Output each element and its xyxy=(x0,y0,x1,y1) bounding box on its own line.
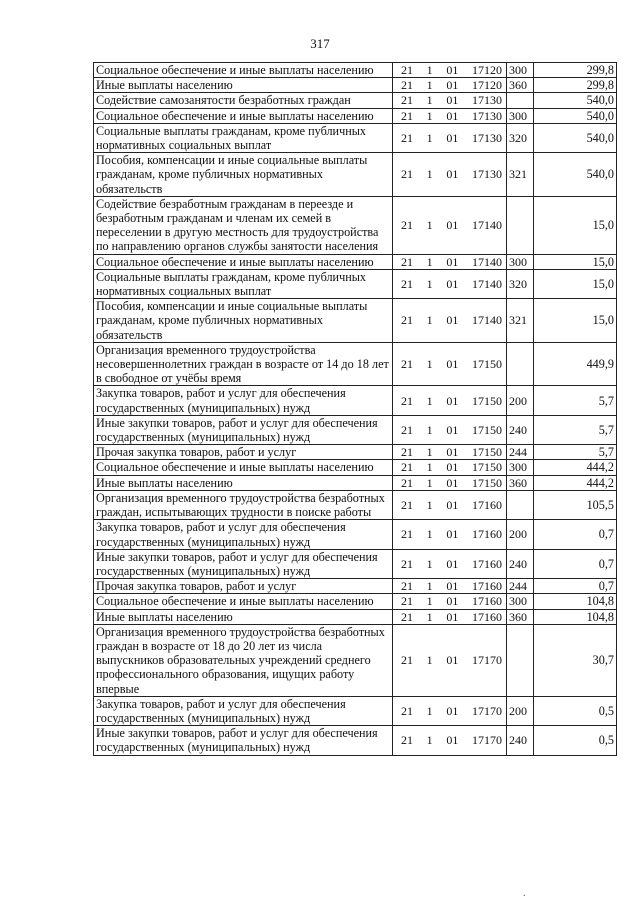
expense-name-cell: Социальное обеспечение и иные выплаты населению xyxy=(94,108,393,123)
code-part-sec: 21 xyxy=(401,445,413,460)
target-article-cell xyxy=(393,624,507,696)
code-part-sec: 21 xyxy=(401,594,413,609)
target-article-cell xyxy=(393,386,507,415)
target-article-cell xyxy=(393,254,507,269)
code-part-sub: 1 xyxy=(426,594,433,609)
code-part-item: 17140 xyxy=(471,254,502,269)
amount-cell: 449,9 xyxy=(534,342,617,386)
target-article-cell xyxy=(393,196,507,254)
amount-cell: 0,5 xyxy=(534,726,617,755)
target-article-code xyxy=(395,423,504,437)
expense-name-cell: Социальное обеспечение и иные выплаты населению xyxy=(94,594,393,609)
code-part-sec: 21 xyxy=(401,556,413,571)
expense-name-cell: Иные закупки товаров, работ и услуг для обеспечения государственных (муниципальных) нужд xyxy=(94,549,393,578)
target-article-cell xyxy=(393,269,507,298)
code-part-sub: 1 xyxy=(426,527,433,542)
code-part-sub: 1 xyxy=(426,653,433,668)
code-part-sec: 21 xyxy=(401,609,413,624)
code-part-sub: 1 xyxy=(426,579,433,594)
code-part-item: 17160 xyxy=(471,609,502,624)
target-article-cell xyxy=(393,299,507,343)
target-article-cell xyxy=(393,123,507,152)
amount-cell: 0,7 xyxy=(534,579,617,594)
expense-name-cell: Организация временного трудоустройства безработных граждан, испытывающих трудности в поиске работы xyxy=(94,490,393,519)
code-part-sub: 1 xyxy=(426,733,433,748)
code-part-sub: 1 xyxy=(426,78,433,93)
table-row xyxy=(94,342,617,386)
expense-name-cell: Пособия, компенсации и иные социальные выплаты гражданам, кроме публичных нормативных обязательств xyxy=(94,299,393,343)
code-part-prog: 01 xyxy=(446,527,459,542)
expense-type-cell: 200 xyxy=(507,386,534,415)
amount-cell: 5,7 xyxy=(534,415,617,444)
target-article-cell xyxy=(393,153,507,197)
expense-name-cell: Закупка товаров, работ и услуг для обеспечения государственных (муниципальных) нужд xyxy=(94,520,393,549)
code-part-item: 17140 xyxy=(471,218,502,233)
expense-name-cell: Закупка товаров, работ и услуг для обеспечения государственных (муниципальных) нужд xyxy=(94,696,393,725)
table-row xyxy=(94,78,617,93)
amount-cell: 0,7 xyxy=(534,520,617,549)
target-article-code xyxy=(395,610,504,624)
expense-name-cell: Социальные выплаты гражданам, кроме публичных нормативных социальных выплат xyxy=(94,269,393,298)
code-part-prog: 01 xyxy=(446,475,459,490)
code-part-prog: 01 xyxy=(446,733,459,748)
code-part-sec: 21 xyxy=(401,653,413,668)
code-part-sub: 1 xyxy=(426,130,433,145)
target-article-code xyxy=(395,109,504,123)
target-article-cell xyxy=(393,93,507,108)
amount-cell: 0,5 xyxy=(534,696,617,725)
expense-type-cell: 300 xyxy=(507,63,534,78)
code-part-sec: 21 xyxy=(401,357,413,372)
code-part-prog: 01 xyxy=(446,108,459,123)
code-part-sec: 21 xyxy=(401,393,413,408)
code-part-prog: 01 xyxy=(446,653,459,668)
code-part-prog: 01 xyxy=(446,357,459,372)
target-article-cell xyxy=(393,726,507,755)
target-article-code xyxy=(395,63,504,77)
code-part-sec: 21 xyxy=(401,460,413,475)
table-row xyxy=(94,594,617,609)
expense-type-cell: 240 xyxy=(507,726,534,755)
code-part-item: 17170 xyxy=(471,703,502,718)
expense-type-cell: 200 xyxy=(507,520,534,549)
code-part-item: 17150 xyxy=(471,357,502,372)
expense-type-cell: 320 xyxy=(507,123,534,152)
amount-cell: 15,0 xyxy=(534,254,617,269)
code-part-sub: 1 xyxy=(426,460,433,475)
target-article-cell xyxy=(393,460,507,475)
expense-name-cell: Социальное обеспечение и иные выплаты населению xyxy=(94,254,393,269)
amount-cell: 30,7 xyxy=(534,624,617,696)
table-row xyxy=(94,254,617,269)
target-article-code xyxy=(395,78,504,92)
code-part-sub: 1 xyxy=(426,556,433,571)
amount-cell: 0,7 xyxy=(534,549,617,578)
table-row xyxy=(94,153,617,197)
code-part-sub: 1 xyxy=(426,218,433,233)
expense-type-cell: 240 xyxy=(507,415,534,444)
code-part-prog: 01 xyxy=(446,218,459,233)
code-part-sec: 21 xyxy=(401,313,413,328)
code-part-sec: 21 xyxy=(401,130,413,145)
code-part-sec: 21 xyxy=(401,276,413,291)
expense-type-cell: 321 xyxy=(507,153,534,197)
code-part-item: 17160 xyxy=(471,556,502,571)
code-part-sec: 21 xyxy=(401,497,413,512)
code-part-sub: 1 xyxy=(426,63,433,77)
amount-cell: 5,7 xyxy=(534,386,617,415)
code-part-prog: 01 xyxy=(446,445,459,460)
code-part-sec: 21 xyxy=(401,167,413,182)
table-row xyxy=(94,609,617,624)
amount-cell: 15,0 xyxy=(534,196,617,254)
code-part-sub: 1 xyxy=(426,254,433,269)
expense-type-cell xyxy=(507,624,534,696)
code-part-sec: 21 xyxy=(401,63,413,77)
amount-cell: 540,0 xyxy=(534,153,617,197)
code-part-sec: 21 xyxy=(401,733,413,748)
expense-type-cell: 360 xyxy=(507,78,534,93)
table-row xyxy=(94,108,617,123)
target-article-cell xyxy=(393,696,507,725)
target-article-code xyxy=(395,131,504,145)
target-article-code xyxy=(395,313,504,327)
table-row xyxy=(94,726,617,755)
amount-cell: 299,8 xyxy=(534,78,617,93)
code-part-item: 17150 xyxy=(471,422,502,437)
target-article-code xyxy=(395,527,504,541)
code-part-prog: 01 xyxy=(446,313,459,328)
code-part-item: 17150 xyxy=(471,475,502,490)
code-part-item: 17170 xyxy=(471,653,502,668)
expense-type-cell: 300 xyxy=(507,594,534,609)
target-article-code xyxy=(395,594,504,608)
target-article-cell xyxy=(393,445,507,460)
code-part-sub: 1 xyxy=(426,108,433,123)
target-article-cell xyxy=(393,78,507,93)
target-article-code xyxy=(395,704,504,718)
code-part-sub: 1 xyxy=(426,93,433,108)
target-article-code xyxy=(395,733,504,747)
code-part-sub: 1 xyxy=(426,357,433,372)
code-part-item: 17120 xyxy=(471,63,502,77)
target-article-code xyxy=(395,93,504,107)
code-part-prog: 01 xyxy=(446,556,459,571)
expense-name-cell: Иные выплаты населению xyxy=(94,78,393,93)
expense-type-cell: 320 xyxy=(507,269,534,298)
amount-cell: 104,8 xyxy=(534,594,617,609)
code-part-item: 17130 xyxy=(471,167,502,182)
code-part-sub: 1 xyxy=(426,313,433,328)
target-article-cell xyxy=(393,63,507,78)
code-part-sec: 21 xyxy=(401,422,413,437)
expense-name-cell: Прочая закупка товаров, работ и услуг xyxy=(94,579,393,594)
target-article-code xyxy=(395,460,504,474)
expense-name-cell: Социальные выплаты гражданам, кроме публичных нормативных социальных выплат xyxy=(94,123,393,152)
target-article-code xyxy=(395,167,504,181)
code-part-item: 17160 xyxy=(471,594,502,609)
table-row xyxy=(94,460,617,475)
code-part-sub: 1 xyxy=(426,497,433,512)
code-part-item: 17160 xyxy=(471,527,502,542)
table-row xyxy=(94,475,617,490)
expense-type-cell xyxy=(507,342,534,386)
expense-type-cell: 300 xyxy=(507,108,534,123)
code-part-sub: 1 xyxy=(426,276,433,291)
expense-name-cell: Организация временного трудоустройства безработных граждан в возрасте от 18 до 20 лет из числа выпускников образовательных учреждений среднего профессионального образования, ищущих работу впервые xyxy=(94,624,393,696)
code-part-sec: 21 xyxy=(401,579,413,594)
code-part-item: 17170 xyxy=(471,733,502,748)
code-part-sec: 21 xyxy=(401,93,413,108)
expense-type-cell: 360 xyxy=(507,475,534,490)
target-article-code xyxy=(395,476,504,490)
amount-cell: 5,7 xyxy=(534,445,617,460)
expense-type-cell: 360 xyxy=(507,609,534,624)
amount-cell: 105,5 xyxy=(534,490,617,519)
target-article-cell xyxy=(393,342,507,386)
expense-name-cell: Иные выплаты населению xyxy=(94,609,393,624)
code-part-prog: 01 xyxy=(446,393,459,408)
target-article-code xyxy=(395,394,504,408)
expense-type-cell: 240 xyxy=(507,549,534,578)
expense-name-cell: Социальное обеспечение и иные выплаты населению xyxy=(94,460,393,475)
code-part-item: 17120 xyxy=(471,78,502,93)
code-part-prog: 01 xyxy=(446,93,459,108)
amount-cell: 444,2 xyxy=(534,475,617,490)
code-part-item: 17160 xyxy=(471,497,502,512)
expense-name-cell: Содействие самозанятости безработных граждан xyxy=(94,93,393,108)
code-part-sub: 1 xyxy=(426,422,433,437)
target-article-code xyxy=(395,277,504,291)
expense-type-cell: 300 xyxy=(507,254,534,269)
expense-type-cell: 300 xyxy=(507,460,534,475)
code-part-prog: 01 xyxy=(446,276,459,291)
target-article-code xyxy=(395,498,504,512)
target-article-code xyxy=(395,557,504,571)
code-part-sec: 21 xyxy=(401,108,413,123)
expense-name-cell: Социальное обеспечение и иные выплаты населению xyxy=(94,63,393,78)
amount-cell: 15,0 xyxy=(534,299,617,343)
code-part-prog: 01 xyxy=(446,130,459,145)
table-row xyxy=(94,549,617,578)
page-number: 317 xyxy=(310,36,330,51)
target-article-code xyxy=(395,445,504,459)
table-row xyxy=(94,269,617,298)
table-row xyxy=(94,386,617,415)
amount-cell: 540,0 xyxy=(534,108,617,123)
target-article-cell xyxy=(393,108,507,123)
code-part-sub: 1 xyxy=(426,703,433,718)
code-part-sec: 21 xyxy=(401,703,413,718)
target-article-cell xyxy=(393,520,507,549)
table-row xyxy=(94,520,617,549)
target-article-code xyxy=(395,653,504,667)
amount-cell: 15,0 xyxy=(534,269,617,298)
budget-table xyxy=(93,62,617,756)
table-row xyxy=(94,445,617,460)
expense-name-cell: Содействие безработным гражданам в переезде и безработным гражданам и членам их семей в переселении в другую местность для трудоустройства по направлению органов службы занятости населения xyxy=(94,196,393,254)
code-part-sub: 1 xyxy=(426,609,433,624)
target-article-cell xyxy=(393,579,507,594)
code-part-prog: 01 xyxy=(446,167,459,182)
code-part-item: 17130 xyxy=(471,130,502,145)
expense-type-cell: 244 xyxy=(507,445,534,460)
code-part-sub: 1 xyxy=(426,445,433,460)
code-part-prog: 01 xyxy=(446,497,459,512)
expense-type-cell: 321 xyxy=(507,299,534,343)
footer-mark: . xyxy=(523,888,526,899)
target-article-cell xyxy=(393,490,507,519)
target-article-code xyxy=(395,255,504,269)
target-article-code xyxy=(395,218,504,232)
code-part-item: 17140 xyxy=(471,313,502,328)
code-part-item: 17150 xyxy=(471,393,502,408)
table-row xyxy=(94,490,617,519)
code-part-prog: 01 xyxy=(446,594,459,609)
code-part-prog: 01 xyxy=(446,63,459,77)
target-article-code xyxy=(395,579,504,593)
table-row xyxy=(94,123,617,152)
code-part-sub: 1 xyxy=(426,167,433,182)
target-article-cell xyxy=(393,415,507,444)
amount-cell: 540,0 xyxy=(534,93,617,108)
expense-type-cell xyxy=(507,490,534,519)
expense-type-cell xyxy=(507,196,534,254)
code-part-item: 17130 xyxy=(471,93,502,108)
code-part-sec: 21 xyxy=(401,527,413,542)
code-part-sec: 21 xyxy=(401,254,413,269)
expense-type-cell xyxy=(507,93,534,108)
expense-type-cell: 200 xyxy=(507,696,534,725)
code-part-prog: 01 xyxy=(446,579,459,594)
expense-name-cell: Закупка товаров, работ и услуг для обеспечения государственных (муниципальных) нужд xyxy=(94,386,393,415)
code-part-item: 17160 xyxy=(471,579,502,594)
code-part-sub: 1 xyxy=(426,393,433,408)
target-article-code xyxy=(395,357,504,371)
code-part-prog: 01 xyxy=(446,78,459,93)
amount-cell: 540,0 xyxy=(534,123,617,152)
code-part-prog: 01 xyxy=(446,422,459,437)
target-article-cell xyxy=(393,549,507,578)
amount-cell: 299,8 xyxy=(534,63,617,78)
target-article-cell xyxy=(393,594,507,609)
code-part-item: 17130 xyxy=(471,108,502,123)
expense-name-cell: Прочая закупка товаров, работ и услуг xyxy=(94,445,393,460)
table-row xyxy=(94,579,617,594)
code-part-prog: 01 xyxy=(446,609,459,624)
table-row xyxy=(94,415,617,444)
table-row xyxy=(94,299,617,343)
target-article-cell xyxy=(393,475,507,490)
expense-name-cell: Организация временного трудоустройства несовершеннолетних граждан в возрасте от 14 до 18 лет в свободное от учёбы время xyxy=(94,342,393,386)
expense-name-cell: Иные закупки товаров, работ и услуг для обеспечения государственных (муниципальных) нужд xyxy=(94,726,393,755)
code-part-sec: 21 xyxy=(401,218,413,233)
table-row xyxy=(94,63,617,78)
code-part-sec: 21 xyxy=(401,475,413,490)
table-row xyxy=(94,696,617,725)
code-part-sub: 1 xyxy=(426,475,433,490)
expense-type-cell: 244 xyxy=(507,579,534,594)
expense-name-cell: Иные закупки товаров, работ и услуг для обеспечения государственных (муниципальных) нужд xyxy=(94,415,393,444)
code-part-item: 17150 xyxy=(471,460,502,475)
expense-name-cell: Пособия, компенсации и иные социальные выплаты гражданам, кроме публичных нормативных обязательств xyxy=(94,153,393,197)
code-part-item: 17140 xyxy=(471,276,502,291)
code-part-prog: 01 xyxy=(446,254,459,269)
table-row xyxy=(94,93,617,108)
amount-cell: 444,2 xyxy=(534,460,617,475)
code-part-prog: 01 xyxy=(446,703,459,718)
budget-table-body xyxy=(94,63,617,756)
code-part-prog: 01 xyxy=(446,460,459,475)
code-part-sec: 21 xyxy=(401,78,413,93)
code-part-item: 17150 xyxy=(471,445,502,460)
expense-name-cell: Иные выплаты населению xyxy=(94,475,393,490)
table-row xyxy=(94,196,617,254)
amount-cell: 104,8 xyxy=(534,609,617,624)
table-row xyxy=(94,624,617,696)
target-article-cell xyxy=(393,609,507,624)
